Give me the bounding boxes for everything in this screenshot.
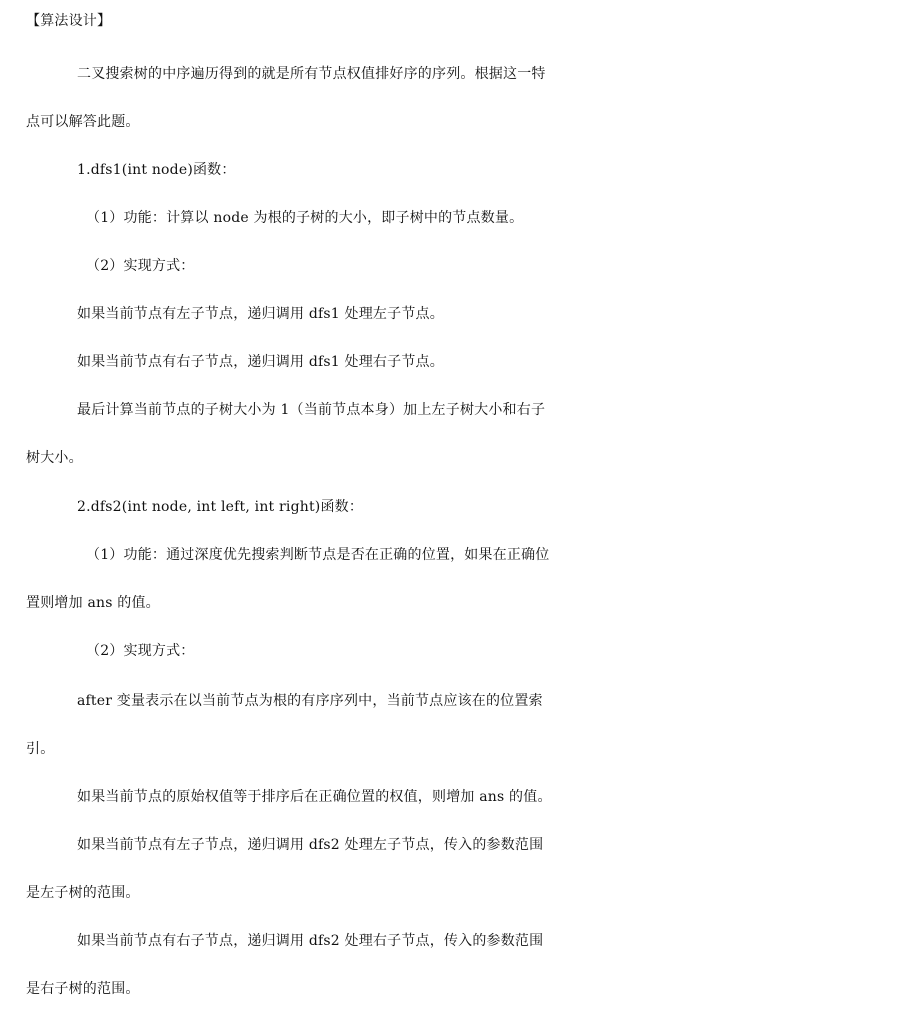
paragraph-line: 置则增加 ans 的值。 — [26, 595, 160, 611]
function-heading-dfs2: 2.dfs2(int node, int left, int right)函数： — [77, 499, 364, 515]
paragraph-line: 最后计算当前节点的子树大小为 1（当前节点本身）加上左子树大小和右子 — [77, 402, 546, 418]
list-item: （1）功能：通过深度优先搜索判断节点是否在正确的位置，如果在正确位 — [86, 547, 550, 563]
paragraph-line: 如果当前节点有右子节点，递归调用 dfs2 处理右子节点，传入的参数范围 — [77, 933, 544, 949]
paragraph-line: 树大小。 — [26, 450, 83, 466]
paragraph-line: 是左子树的范围。 — [26, 885, 140, 901]
paragraph-line: 是右子树的范围。 — [26, 981, 140, 997]
section-heading: 【算法设计】 — [26, 13, 112, 29]
list-item: （2）实现方式： — [86, 643, 195, 659]
paragraph-line: 如果当前节点有左子节点，递归调用 dfs2 处理左子节点，传入的参数范围 — [77, 837, 544, 853]
paragraph-line: 二叉搜索树的中序遍历得到的就是所有节点权值排好序的序列。根据这一特 — [77, 66, 546, 82]
list-item: （1）功能：计算以 node 为根的子树的大小，即子树中的节点数量。 — [86, 210, 524, 226]
function-heading-dfs1: 1.dfs1(int node)函数： — [77, 162, 236, 178]
paragraph-line: after 变量表示在以当前节点为根的有序序列中，当前节点应该在的位置索 — [77, 693, 543, 709]
paragraph-line: 点可以解答此题。 — [26, 114, 140, 130]
paragraph-line: 引。 — [26, 741, 55, 757]
paragraph-line: 如果当前节点的原始权值等于排序后在正确位置的权值，则增加 ans 的值。 — [77, 789, 552, 805]
paragraph-line: 如果当前节点有左子节点，递归调用 dfs1 处理左子节点。 — [77, 306, 444, 322]
paragraph-line: 如果当前节点有右子节点，递归调用 dfs1 处理右子节点。 — [77, 354, 444, 370]
list-item: （2）实现方式： — [86, 258, 195, 274]
